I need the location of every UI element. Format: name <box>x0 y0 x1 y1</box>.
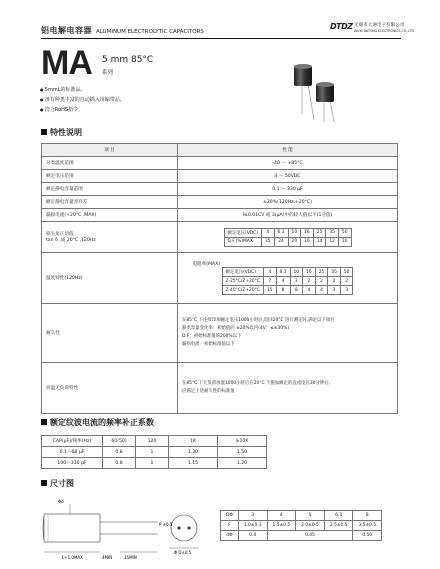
dimension-table <box>220 510 382 541</box>
tan-delta-table: 额定电压(VDC) 4 6.3 10 16 25 35 50 D.F.(%)MAX 35 24 20 16 14 12 10 <box>224 228 352 247</box>
spec-table <box>41 143 398 414</box>
table-row: 100～330 μF 0.8 1 1.15 1.20 <box>42 458 267 469</box>
table-row-shelf: 高温无负荷特性 在85°C 下无负荷放置1000小时后在20°C 下施加额定的直流电压30分钟后, 应满足上述耐久性的标准值 <box>42 363 398 414</box>
phi-d-label: Φd <box>58 499 64 504</box>
company-name-en: WUXI DATONG ELECTRONICS CO.,LTD <box>354 29 414 33</box>
section-title-dimension: 尺寸图 <box>41 478 74 489</box>
table-row: 漏损电流(+20°C ,MAX) I≤0.01CV 或 3(μA)中的较大值以下(1分值) <box>42 209 398 222</box>
table-row: F 1.0±0.3 1.5±0.5 2.0±0.5 2.5±0.5 3.5±0.5 <box>221 521 382 531</box>
header-rule <box>41 38 401 39</box>
table-row-temp: 温度特性(120Hz) 电阻率(MAX) 额定电压(VDC) 4 6.3 10 16 25 35 50 Z-25°C/Z+20°C 7 4 3 2 2 2 2 Z-40°C/Z+20°C 15 8 8 4 4 3 3 <box>42 253 398 304</box>
square-bullet-icon <box>41 480 47 486</box>
table-row-tan: 损失角正切值 tan δ ,成 20°C ,120Hz 额定电压(VDC) 4 6.3 10 16 25 35 50 D.F.(%)MAX 35 24 20 16 14 12 10 <box>42 222 398 253</box>
table-header-row <box>42 144 398 157</box>
company-logo <box>330 22 414 36</box>
series-sub: 系列 <box>102 70 114 76</box>
series-spec: 5 mm 85°C <box>102 55 154 65</box>
diameter-label: Φ D±0.5 <box>174 550 192 555</box>
header-title-en: ALUMINUM ELECTROLYTIC CAPACITORS <box>96 29 204 35</box>
dimension-drawing <box>40 492 210 569</box>
header-title <box>41 25 204 36</box>
table-row-endurance: 耐久性 在85°C 下连续印加额定电压1000小时后,返回20°C 进行测定时,满足以下项目 静电容量变化率：初始值的 ±20%以内(4V：≤±30%) D.F：初始标准值的200%以下 漏损电流：初始标准值以下 <box>42 304 398 363</box>
feature-list <box>40 85 125 115</box>
feature-item: ● 备有种类丰富的自动插入用编带品。 <box>40 95 125 105</box>
pitch-label: P ±0.5 <box>159 522 173 527</box>
feature-item: ● 5mmL的标准品。 <box>40 85 125 95</box>
capacitor-photo <box>280 62 350 124</box>
temperature-table: 额定电压(VDC) 4 6.3 10 16 25 35 50 Z-25°C/Z+20°C 7 4 3 2 2 2 2 Z-40°C/Z+20°C 15 8 8 4 4 3 3 <box>222 267 354 295</box>
table-row: 0.1～68 μF 0.8 1 1.30 1.50 <box>42 447 267 458</box>
square-bullet-icon <box>41 419 47 425</box>
lead-min-label: 15MIN <box>124 555 137 560</box>
length-label: L+1.0MAX <box>62 555 83 560</box>
company-name-cn: 无锡市大通电子有限公司 <box>354 23 405 28</box>
square-bullet-icon <box>41 129 47 135</box>
table-row: 额定静电容量范围 0.1 ～ 330 μF <box>42 183 398 196</box>
col-performance: 性 能 <box>178 144 398 157</box>
table-header-row: CAP(μF)/频率(Hz) 60(50) 120 1K ≥10K <box>42 436 267 447</box>
logo-mark: DTDZ <box>330 22 353 31</box>
table-row: 额定静电容量容许差 ±20%(120Hz,+20°C) <box>42 196 398 209</box>
table-row: 额定电压范围 4 ～ 50VDC <box>42 170 398 183</box>
table-row: DΦ 3 4 5 6.3 8 <box>221 511 382 521</box>
lead-min2-label: 4MIN <box>102 555 113 560</box>
header-title-cn: 铝电解电容器 <box>41 26 92 35</box>
section-title-ripple: 额定纹波电流的频率补正系数 <box>41 417 154 428</box>
section-title-spec: 特性说明 <box>41 127 82 138</box>
feature-item: ● 符合RoHS指令。 <box>40 105 125 115</box>
series-name: MA <box>41 44 92 82</box>
col-item: 项 目 <box>42 144 178 157</box>
table-row: dΦ 0.4 0.45 0.50 <box>221 531 382 541</box>
ripple-correction-table <box>41 435 267 469</box>
table-row: 分类温度范围 -40 ～ +85°C <box>42 157 398 170</box>
